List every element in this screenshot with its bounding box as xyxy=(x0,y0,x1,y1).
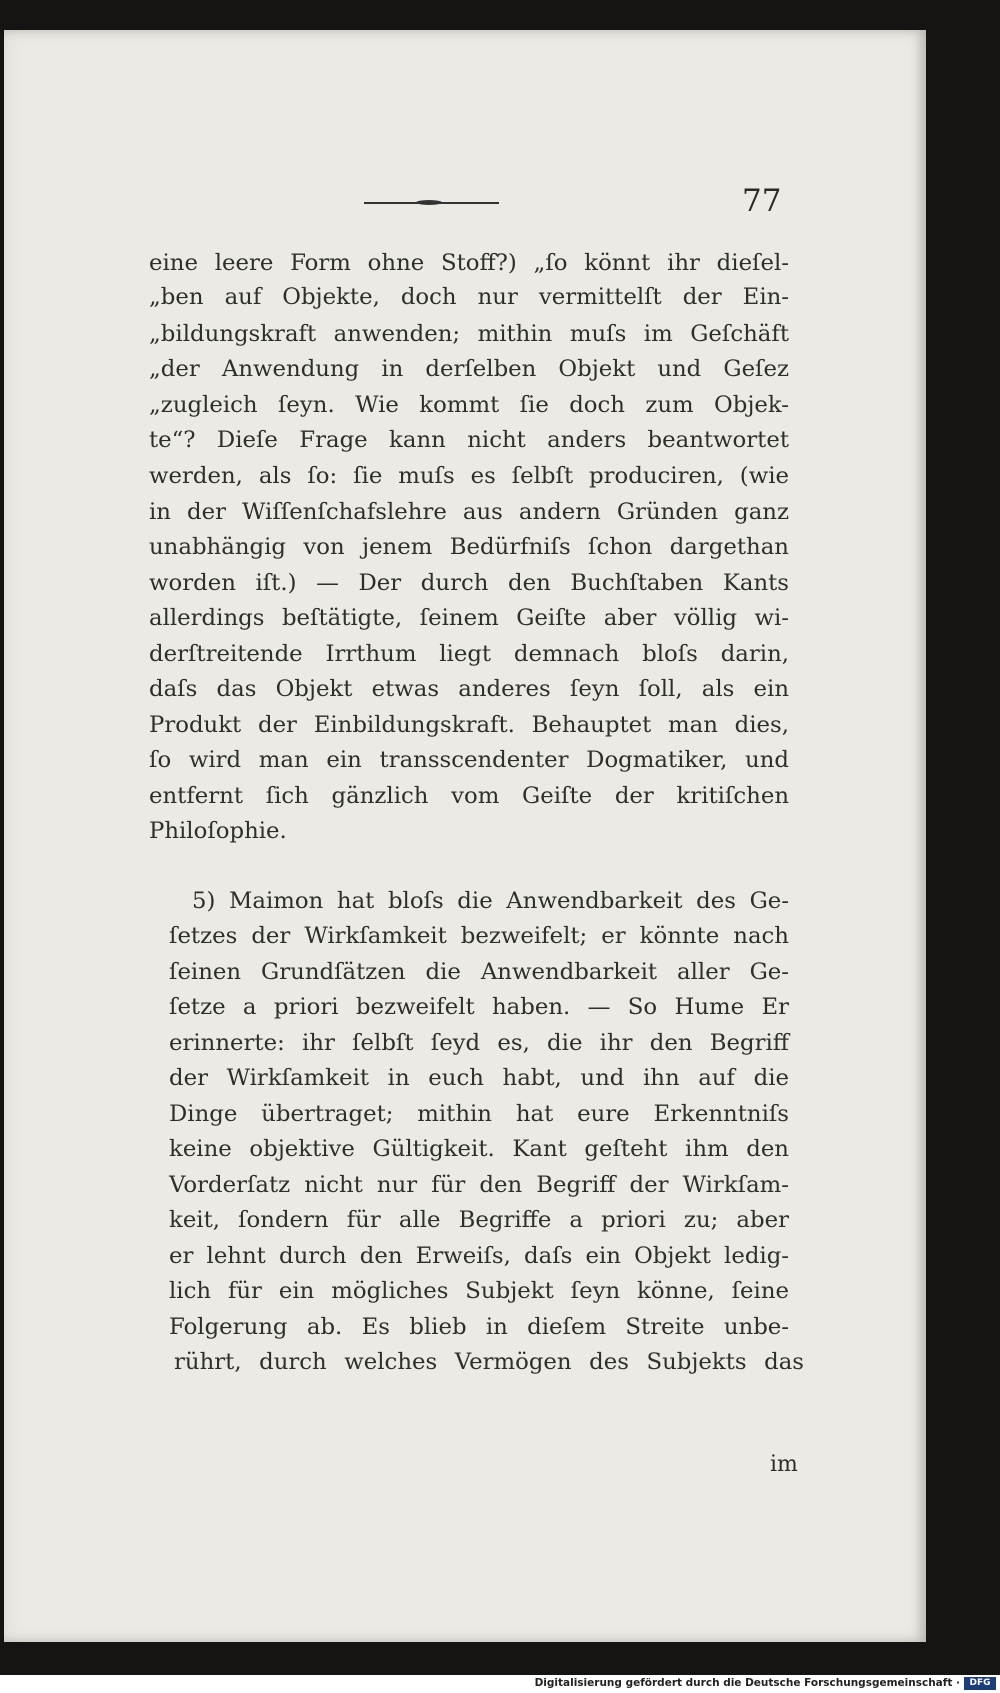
text-line: „ben auf Objekte, doch nur vermittelſt der Ein- xyxy=(149,284,789,310)
page-number: 77 xyxy=(742,183,782,219)
text-line: eine leere Form ohne Stoff?) „ſo könnt ihr dieſel- xyxy=(149,250,789,276)
text-line: keit, ſondern für alle Begriffe a priori zu; aber xyxy=(169,1207,789,1233)
text-line: te“? Dieſe Frage kann nicht anders beantwortet xyxy=(149,427,789,453)
text-line: der Wirkſamkeit in euch habt, und ihn auf die xyxy=(169,1065,789,1091)
text-line: erinnerte: ihr ſelbſt ſeyd es, die ihr den Begriff xyxy=(169,1030,789,1056)
text-line: worden iſt.) — Der durch den Buchſtaben Kants xyxy=(149,570,789,596)
text-line: unabhängig von jenem Bedürfniſs ſchon dargethan xyxy=(149,534,789,560)
funding-footer xyxy=(0,1675,1000,1693)
text-line: er lehnt durch den Erweiſs, daſs ein Objekt ledig- xyxy=(169,1243,789,1269)
text-line: Produkt der Einbildungskraft. Behauptet man dies, xyxy=(149,712,789,738)
text-line: allerdings beſtätigte, ſeinem Geiſte aber völlig wi- xyxy=(149,605,789,631)
text-line: Dinge übertraget; mithin hat eure Erkenntniſs xyxy=(169,1101,789,1127)
text-line: ſeinen Grundſätzen die Anwendbarkeit aller Ge- xyxy=(169,959,789,985)
text-line: derſtreitende Irrthum liegt demnach bloſs darin, xyxy=(149,641,789,667)
text-line: rührt, durch welches Vermögen des Subjekts das xyxy=(174,1349,804,1375)
text-line: daſs das Objekt etwas anderes ſeyn ſoll, als ein xyxy=(149,676,789,702)
catchword: im xyxy=(770,1452,798,1477)
text-line: „der Anwendung in derſelben Objekt und Geſez xyxy=(149,356,789,382)
dfg-logo: DFG xyxy=(964,1677,996,1690)
text-line: entfernt ſich gänzlich vom Geiſte der kritiſchen xyxy=(149,783,789,809)
text-line: Vorderſatz nicht nur für den Begriff der Wirkſam- xyxy=(169,1172,789,1198)
text-line: ſetze a priori bezweifelt haben. — So Hume Er xyxy=(169,994,789,1020)
funding-note: Digitalisierung gefördert durch die Deutsche Forschungsgemeinschaft · xyxy=(534,1677,960,1689)
text-line: keine objektive Gültigkeit. Kant geſteht ihm den xyxy=(169,1136,789,1162)
text-line: Folgerung ab. Es blieb in dieſem Streite unbe- xyxy=(169,1314,789,1340)
text-line: „zugleich ſeyn. Wie kommt ſie doch zum Objek- xyxy=(149,392,789,418)
text-line: Philoſophie. xyxy=(149,818,287,844)
text-line: ſo wird man ein transscendenter Dogmatiker, und xyxy=(149,747,789,773)
text-line: „bildungskraft anwenden; mithin muſs im Geſchäft xyxy=(149,321,789,347)
text-line: lich für ein mögliches Subjekt ſeyn könne, ſeine xyxy=(169,1278,789,1304)
book-page xyxy=(4,30,926,1642)
text-line: werden, als ſo: ſie muſs es ſelbſt produciren, (wie xyxy=(149,463,789,489)
header-ornament-rule xyxy=(364,202,499,204)
text-line: ſetzes der Wirkſamkeit bezweifelt; er könnte nach xyxy=(169,923,789,949)
text-line: in der Wiſſenſchafslehre aus andern Gründen ganz xyxy=(149,499,789,525)
text-line: 5) Maimon hat bloſs die Anwendbarkeit des Ge- xyxy=(192,888,789,914)
